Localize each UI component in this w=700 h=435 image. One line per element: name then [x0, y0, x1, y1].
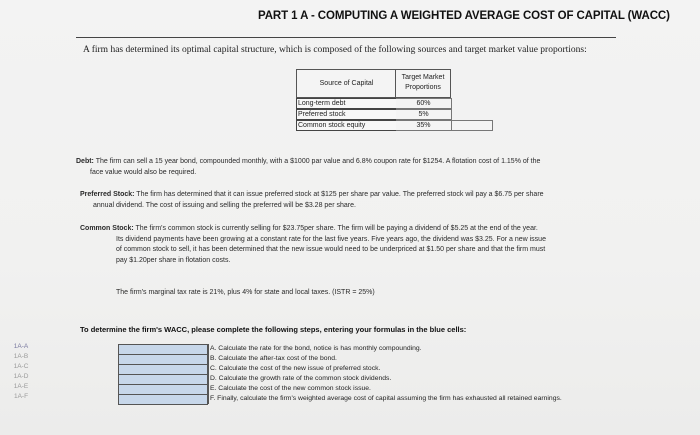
- debt-paragraph: [76, 157, 540, 178]
- side-label[interactable]: 1A-F: [13, 393, 29, 400]
- side-label[interactable]: 1A-A: [13, 343, 29, 350]
- answer-row: [118, 394, 700, 404]
- step-label: B. Calculate the after-tax cost of the bond.: [210, 355, 337, 362]
- step-label: E. Calculate the cost of the new common stock issue.: [210, 385, 371, 392]
- header-source-label: Source of Capital: [319, 80, 374, 87]
- cell-proportion[interactable]: 60%: [396, 98, 452, 109]
- answer-row: [118, 344, 700, 354]
- step-label: A. Calculate the rate for the bond, notice is has monthly compounding.: [210, 345, 422, 352]
- cell-proportion[interactable]: 35%: [396, 120, 452, 131]
- answer-row: [118, 364, 700, 374]
- cell-total[interactable]: [452, 120, 493, 131]
- debt-line-1: The firm can sell a 15 year bond, compounded monthly, with a $1000 par value and 6.8% coupon rate for $1254. A flotation cost of 1.15% of the: [95, 158, 541, 165]
- header-source-of-capital[interactable]: [296, 69, 396, 98]
- common-paragraph: [80, 224, 546, 266]
- header-prop-line-1: Target Market: [401, 74, 445, 81]
- common-line-2: Its dividend payments have been growing at a constant rate for the last five years. Five years ago, the dividend was $3.25. For a new issue: [116, 235, 546, 243]
- preferred-line-1: The firm has determined that it can issue preferred stock at $125 per share par value. The preferred stock wil pay a $6.75 per share: [136, 191, 544, 198]
- common-line-3: of common stock to sell, it has been determined that the new issue would need to be underpriced at $1.50 per share and that the firm must: [116, 246, 546, 253]
- answer-row: [118, 374, 700, 384]
- common-line-4: pay $1.20per share in flotation costs.: [116, 256, 231, 264]
- sidebar-labels: [0, 342, 45, 402]
- instruction-text: To determine the firm's WACC, please complete the following steps, entering your formulas in the blue cells:: [80, 325, 467, 334]
- cell-source[interactable]: Common stock equity: [296, 120, 397, 131]
- title-underline: [76, 37, 616, 38]
- step-label: C. Calculate the cost of the new issue of preferred stock.: [210, 365, 381, 372]
- preferred-paragraph: [80, 190, 544, 211]
- header-prop-line-2: Proportions: [405, 84, 441, 91]
- preferred-label: Preferred Stock:: [80, 191, 135, 198]
- answer-row: [118, 384, 700, 394]
- cell-source[interactable]: Long-term debt: [296, 98, 397, 109]
- side-label[interactable]: 1A-B: [13, 353, 29, 360]
- answer-row: [118, 354, 700, 364]
- preferred-line-2: annual dividend. The cost of issuing and selling the preferred will be $3.28 per share.: [93, 201, 356, 209]
- step-label: F. Finally, calculate the firm's weighted average cost of capital assuming the firm has exhausted all retained earnings.: [210, 395, 562, 402]
- debt-label: Debt:: [76, 158, 94, 165]
- common-line-1: The firm's common stock is currently selling for $23.75per share. The firm will be paying a dividend of $5.25 at the end of the year.: [135, 225, 538, 232]
- debt-line-2: face value would also be required.: [90, 168, 197, 176]
- intro-text: A firm has determined its optimal capital structure, which is composed of the following sources and target market value proportions:: [83, 45, 587, 55]
- common-label: Common Stock:: [80, 225, 134, 232]
- cell-proportion[interactable]: 5%: [396, 109, 452, 120]
- tax-rate-text: The firm's marginal tax rate is 21%, plus 4% for state and local taxes. (ISTR = 25%): [116, 289, 375, 296]
- page-title: PART 1 A - COMPUTING A WEIGHTED AVERAGE COST OF CAPITAL (WACC): [258, 10, 670, 22]
- side-label[interactable]: 1A-D: [13, 373, 29, 380]
- header-target-proportions[interactable]: [395, 69, 451, 98]
- step-label: D. Calculate the growth rate of the common stock dividends.: [210, 375, 392, 382]
- side-label[interactable]: 1A-C: [13, 363, 29, 370]
- side-label[interactable]: 1A-E: [13, 383, 29, 390]
- answer-cell-f[interactable]: [118, 394, 208, 405]
- cell-source[interactable]: Preferred stock: [296, 109, 397, 120]
